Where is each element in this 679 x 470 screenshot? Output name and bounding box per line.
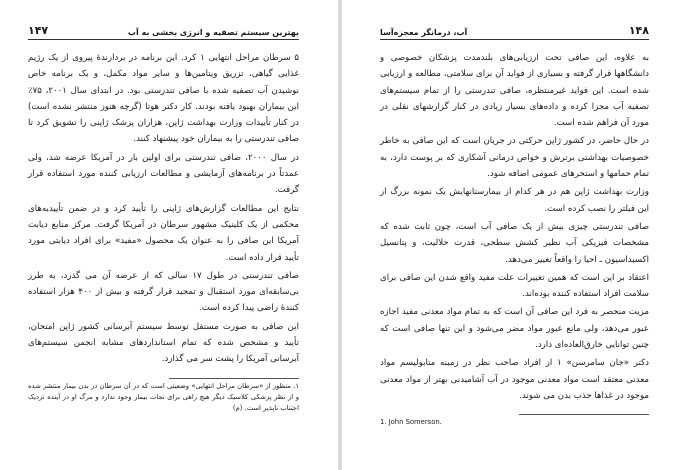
right-footnote: 1. John Somerson.	[380, 418, 442, 427]
right-page	[344, 0, 679, 470]
right-paragraph-4: صافی تندرستی چیزی بیش از یک صافی آب است، چون ثابت شده که مشخصات فیزیکی آب نظیر کشش سطحی، قدرت حلالیت، و پتانسیل اکسیداسیون ـ احیا را واقعاً تغییر می‌دهد.	[380, 221, 649, 265]
right-running-head: آب، درمانگر معجزه‌آسا	[380, 28, 468, 37]
right-paragraph-1: به علاوه، این صافی تحت ارزیابی‌های بلندمدت پزشکان خصوصی و دانشگاهها قرار گرفته و بسیاری از فواید آن برای سلامتی، مطالعه و ارزیابی شده است. این فواید غیرمنتظره، صافی تندرستی را از تمام سیستم‌های تصفیه آب مجزا کرده و داده‌های بسیار زیادی در کنار گزارشهای نقلی در مورد آن فراهم شده است.	[380, 53, 649, 129]
left-page	[0, 0, 335, 470]
left-footnote-rule	[169, 378, 299, 379]
right-page-header	[380, 24, 649, 40]
left-paragraph-5: این صافی به صورت مستقل توسط سیستم آبرسانی کشور ژاپن امتحان، تأیید و مشخص شده که تمام استانداردهای مشابه انجمن سیستم‌های آبرسانی آمریکا را پشت سر می گذارد.	[28, 321, 299, 365]
right-footnote-rule	[519, 414, 649, 415]
left-page-number: ۱۴۷	[28, 24, 49, 37]
book-spine	[338, 0, 342, 470]
left-running-head: بهترین سیستم تصفیه و انرژی بخشی به آب	[127, 28, 299, 37]
right-page-number: ۱۴۸	[628, 24, 649, 37]
right-paragraph-6: مزیت منحصر به فرد این صافی آن است که به تمام مواد معدنی مفید اجازه عبور می‌دهد، ولی مانع عبور مواد مضر می‌شود و این تنها صافی است که چنین توانایی خارق‌العاده‌ای دارد.	[380, 307, 649, 351]
left-page-header	[28, 24, 299, 40]
left-footnote: ۱. منظور از «سرطان مراحل انتهایی» وضعیتی است که در آن سرطان در بدن بیمار منتشر شده و از نظر پزشکی کلاسیک دیگر هیچ راهی برای نجات بیمار وجود ندارد و مرگ او در آینده نزدیک اجتناب ناپذیر است. (م)	[28, 381, 299, 412]
left-paragraph-4: صافی تندرستی در طول ۱۷ سالی که از عرضه آن می گذرد، به طرز بی‌سابقه‌ای مورد استقبال و تمجید قرار گرفته و بیش از ۴۰۰ هزار استفاده کنندهٔ راضی پیدا کرده است.	[28, 270, 299, 314]
right-paragraph-5: اعتقاد بر این است که همین تغییرات علت مفید واقع شدن این صافی برای سلامت افراد استفاده کننده بوده‌اند.	[380, 272, 649, 300]
left-paragraph-2: در سال ۲۰۰۰، صافی تندرستی برای اولین بار در آمریکا عرضه شد، ولی عمدتاً در برنامه‌های آزمایشی و مطالعات ارزیابی کننده مورد استفاده قرار گرفت.	[28, 152, 299, 196]
right-paragraph-7: دکتر «جان سامرسن» ۱ از افراد صاحب نظر در زمینه متابولیسم مواد معدنی معتقد است مواد معدنی موجود در آب آشامیدنی بهتر از مواد معدنی موجود در غذاها جذب بدن می شوند.	[380, 358, 649, 401]
left-paragraph-1: ۵ سرطان مراحل انتهایی ۱ کرد. این برنامه در بردارندهٔ پیروی از یک رژیم غذایی گیاهی، تزریق ویتامین‌ها و سایر مواد مکمل، و یک برنامه خاص نوشیدن آب تصفیه شده با صافی تندرستی بود. در ابتدای سال ۲۰۰۱، ۷۵٪ این بیماران بهبود یافته بودند. کار دکتر هوتا (گرچه هنوز منتشر نشده است) در کنار تأییدات وزارت بهداشت ژاپن، هزاران پزشک ژاپنی را تشویق کرد تا صافی تندرستی را به بیماران خود پیشنهاد کنند.	[28, 53, 300, 145]
right-paragraph-2: در حال حاضر، در کشور ژاپن حرکتی در جریان است که این صافی به خاطر خصوصیات بهداشتی برترش و خواص درمانی آشکاری که بر پوست دارد، به تمام حمامها و استخرهای عمومی اضافه شود.	[380, 136, 649, 180]
left-paragraph-3: نتایج این مطالعات گزارش‌های ژاپنی را تأیید کرد و در ضمن تأییدیه‌های محکمی از یک کلینیک مشهور سرطان در آمریکا گرفت. مرکز منابع دیابت آمریکا این صافی را به عنوان یک محصول «مفید» برای افراد دیابتی مورد تأیید قرار داده است.	[28, 203, 299, 263]
right-paragraph-3: وزارت بهداشت ژاپن هم در هر کدام از بیمارستانهایش یک نمونه بزرگ از این فیلتر را نصب کرده است.	[380, 187, 649, 214]
